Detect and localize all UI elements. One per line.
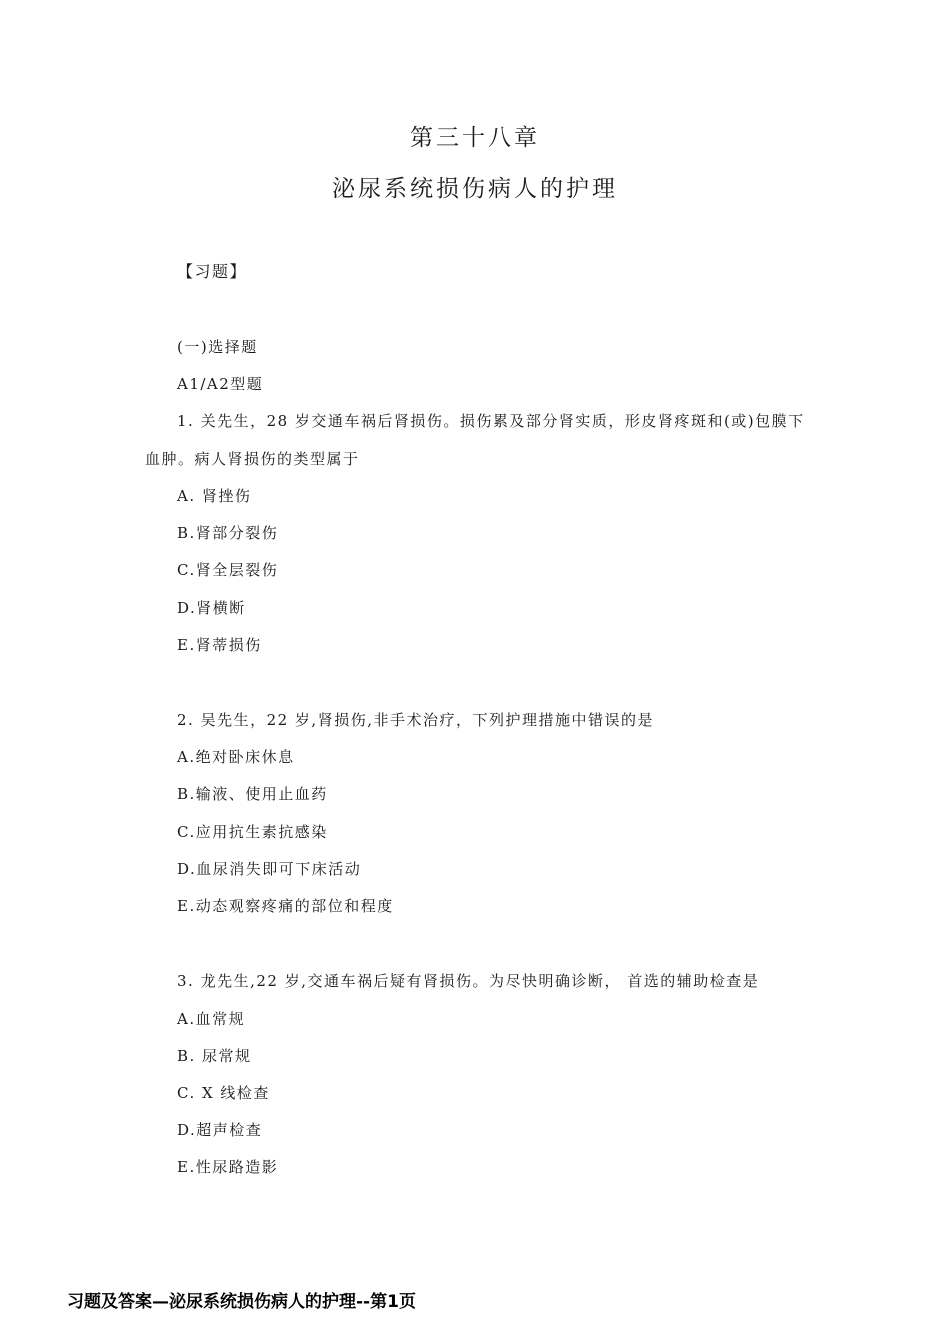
option-c: C. X 线检查: [177, 1084, 270, 1102]
option-d: D.超声检查: [177, 1121, 263, 1139]
question-type-label: A1/A2型题: [177, 375, 264, 393]
option-e: E.性尿路造影: [177, 1158, 279, 1176]
subsection-label: (一)选择题: [177, 338, 258, 356]
chapter-heading: 第三十八章: [410, 125, 540, 151]
question-text-continued: 血肿。病人肾损伤的类型属于: [145, 450, 360, 468]
question-text: 3. 龙先生,22 岁,交通车祸后疑有肾损伤。为尽快明确诊断， 首选的辅助检查是: [177, 972, 760, 990]
option-e: E.动态观察疼痛的部位和程度: [177, 897, 394, 915]
option-a: A.绝对卧床休息: [177, 748, 295, 766]
page-title: 泌尿系统损伤病人的护理: [332, 176, 618, 202]
option-c: C.应用抗生素抗感染: [177, 823, 328, 841]
question-text: 2. 吴先生，22 岁,肾损伤,非手术治疗，下列护理措施中错误的是: [177, 711, 654, 729]
option-a: A.血常规: [177, 1010, 246, 1028]
question-text: 1. 关先生，28 岁交通车祸后肾损伤。损伤累及部分肾实质，形皮肾疼斑和(或)包膜下: [177, 412, 805, 430]
option-b: B. 尿常规: [177, 1047, 252, 1065]
section-label: 【习题】: [177, 262, 248, 281]
option-b: B.输液、使用止血药: [177, 785, 328, 803]
option-a: A. 肾挫伤: [177, 487, 252, 505]
option-c: C.肾全层裂伤: [177, 561, 279, 579]
option-e: E.肾蒂损伤: [177, 636, 262, 654]
option-d: D.血尿消失即可下床活动: [177, 860, 362, 878]
page-footer: 习题及答案—泌尿系统损伤病人的护理--第1页: [67, 1292, 416, 1312]
option-d: D.肾横断: [177, 599, 246, 617]
option-b: B.肾部分裂伤: [177, 524, 279, 542]
